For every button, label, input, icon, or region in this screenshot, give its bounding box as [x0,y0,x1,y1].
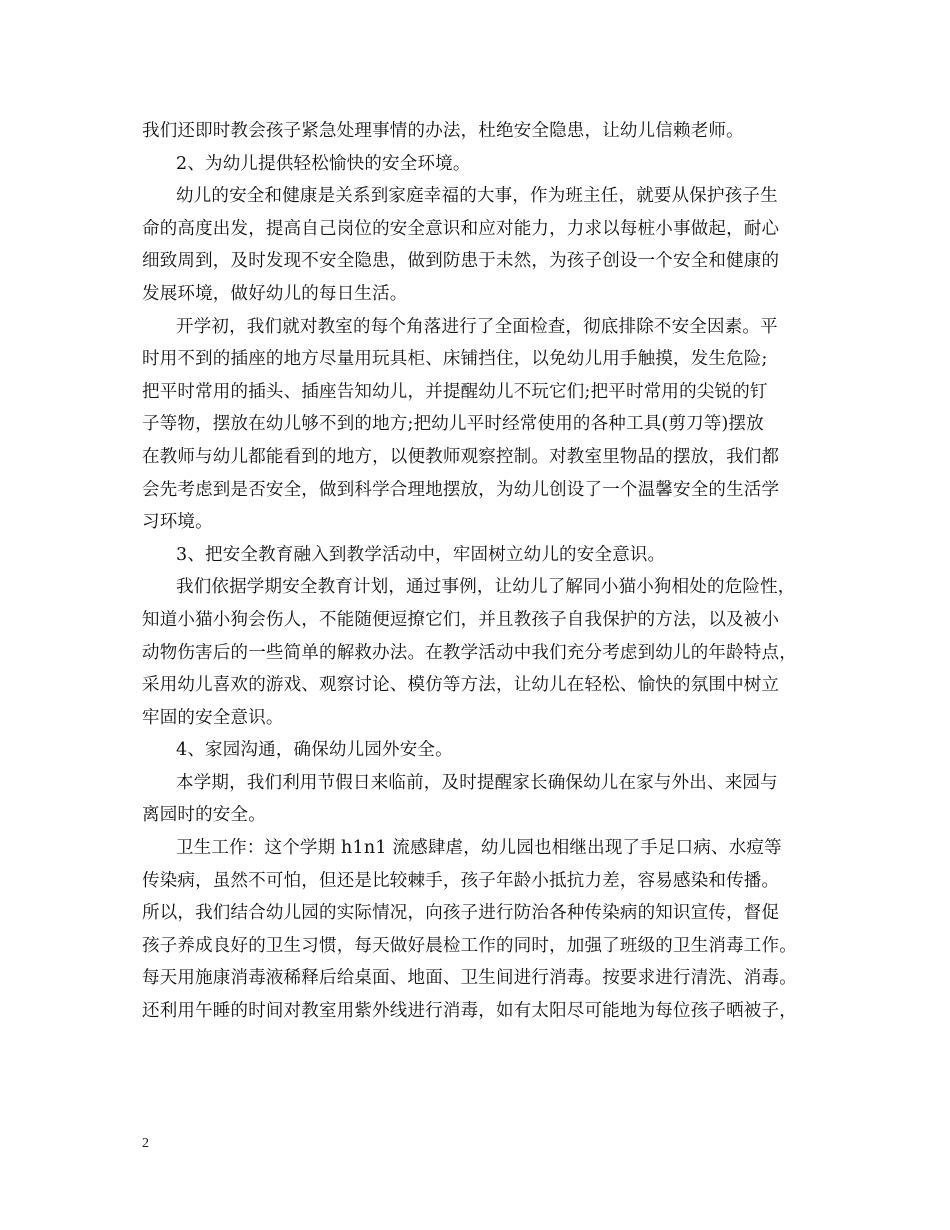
text-line: 子等物，摆放在幼儿够不到的地方;把幼儿平时经常使用的各种工具(剪刀等)摆放 [142,414,764,435]
text-line: 细致周到，及时发现不安全隐患，做到防患于未然，为孩子创设一个安全和健康的 [142,251,780,272]
text-line: 2、为幼儿提供轻松愉快的安全环境。 [176,153,471,174]
text-line: 习环境。 [142,512,213,533]
text-line: 离园时的安全。 [142,805,266,826]
text-line: 我们依据学期安全教育计划，通过事例，让幼儿了解同小猫小狗相处的危险性， [176,577,796,598]
text-line: 所以，我们结合幼儿园的实际情况，向孩子进行防治各种传染病的知识宣传，督促 [142,903,780,924]
text-line: 幼儿的安全和健康是关系到家庭幸福的大事，作为班主任，就要从保护孩子生 [176,186,778,207]
text-line: 3、把安全教育融入到教学活动中，牢固树立幼儿的安全意识。 [176,544,666,565]
text-line: 孩子养成良好的卫生习惯，每天做好晨检工作的同时，加强了班级的卫生消毒工作。 [142,935,797,956]
text-line: 在教师与幼儿都能看到的地方，以便教师观察控制。对教室里物品的摆放，我们都 [142,446,780,467]
text-line: 我们还即时教会孩子紧急处理事情的办法，杜绝安全隐患，让幼儿信赖老师。 [142,121,744,141]
text-line: 卫生工作：这个学期 h1n1 流感肆虐，幼儿园也相继出现了手足口病、水痘等 [176,838,782,859]
text-line: 会先考虑到是否安全，做到科学合理地摆放，为幼儿创设了一个温馨安全的生活学 [142,479,780,500]
text-line: 知道小猫小狗会伤人，不能随便逗撩它们，并且教孩子自我保护的方法，以及被小 [142,609,780,630]
text-line: 每天用施康消毒液稀释后给桌面、地面、卫生间进行消毒。按要求进行清洗、消毒。 [142,968,797,989]
text-line: 命的高度出发，提高自己岗位的安全意识和应对能力，力求以每桩小事做起，耐心 [142,218,780,239]
text-line: 4、家园沟通，确保幼儿园外安全。 [176,740,453,761]
text-line: 开学初，我们就对教室的每个角落进行了全面检查，彻底排除不安全因素。平 [176,316,778,337]
page-number: 2 [142,1136,149,1151]
text-line: 采用幼儿喜欢的游戏、观察讨论、模仿等方法，让幼儿在轻松、愉快的氛围中树立 [142,675,780,696]
text-line: 传染病，虽然不可怕，但还是比较棘手，孩子年龄小抵抗力差，容易感染和传播。 [142,870,780,891]
text-line: 本学期，我们利用节假日来临前，及时提醒家长确保幼儿在家与外出、来园与 [176,772,778,793]
text-line: 发展环境，做好幼儿的每日生活。 [142,283,408,304]
text-line: 时用不到的插座的地方尽量用玩具柜、床铺挡住，以免幼儿用手触摸，发生危险; [142,349,768,370]
document-body [142,115,822,1028]
text-line: 动物伤害后的一些简单的解救办法。在教学活动中我们充分考虑到幼儿的年龄特点， [142,642,797,663]
text-line: 牢固的安全意识。 [142,707,284,728]
text-line: 把平时常用的插头、插座告知幼儿，并提醒幼儿不玩它们;把平时常用的尖锐的钉 [142,381,768,402]
text-line: 还利用午睡的时间对教室用紫外线进行消毒，如有太阳尽可能地为每位孩子晒被子， [142,1001,797,1022]
